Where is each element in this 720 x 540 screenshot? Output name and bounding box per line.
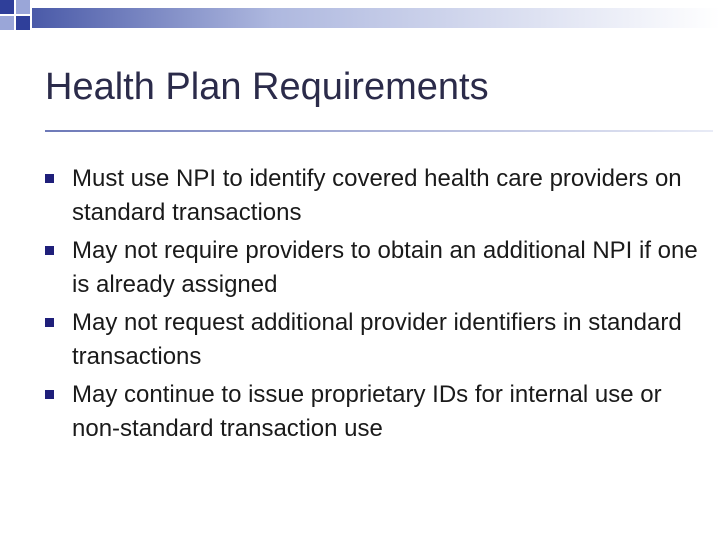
bullet-item <box>45 234 705 302</box>
bullet-text: May not request additional provider identifiers in standard transactions <box>72 309 682 370</box>
square-bullet-icon <box>45 318 54 327</box>
bullet-text: May not require providers to obtain an additional NPI if one is already assigned <box>72 237 698 298</box>
square-bullet-icon <box>45 246 54 255</box>
bullet-text: May continue to issue proprietary IDs for internal use or non-standard transaction use <box>72 381 662 442</box>
bullet-text: Must use NPI to identify covered health care providers on standard transactions <box>72 165 682 226</box>
header-decoration <box>0 0 720 40</box>
bullet-list <box>45 162 705 450</box>
title-underline <box>45 130 713 132</box>
bullet-item <box>45 306 705 374</box>
bullet-item <box>45 378 705 446</box>
square-bullet-icon <box>45 390 54 399</box>
square-bullet-icon <box>45 174 54 183</box>
slide-title: Health Plan Requirements <box>45 66 489 108</box>
bullet-item <box>45 162 705 230</box>
